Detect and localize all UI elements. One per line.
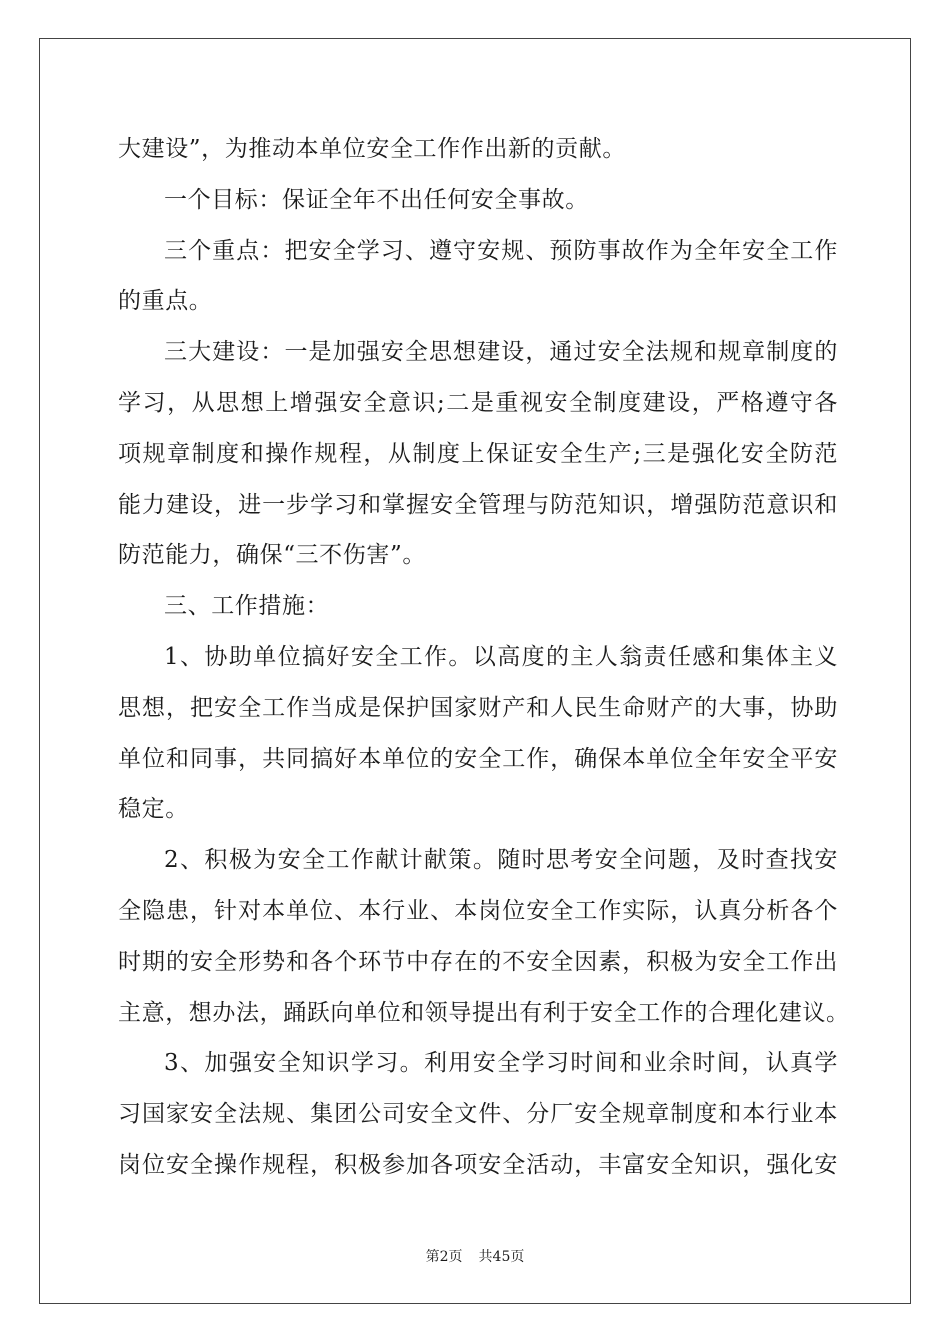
text-line: 全隐患，针对本单位、本行业、本岗位安全工作实际，认真分析各个	[118, 897, 838, 924]
text-line: 能力建设，进一步学习和掌握安全管理与防范知识，增强防范意识和	[118, 491, 838, 518]
page-total: 共45页	[478, 1249, 525, 1265]
text-line: 单位和同事，共同搞好本单位的安全工作，确保本单位全年安全平安	[118, 745, 838, 772]
text-line: 防范能力，确保“三不伤害”。	[118, 542, 426, 569]
document-body	[118, 124, 850, 1191]
text-line: 习国家安全法规、集团公司安全文件、分厂安全规章制度和本行业本	[118, 1101, 838, 1128]
text-line: 三个重点：把安全学习、遵守安规、预防事故作为全年安全工作	[164, 237, 838, 264]
page-footer	[0, 1246, 950, 1266]
page-number: 第2页	[425, 1249, 463, 1265]
text-line: 1、协助单位搞好安全工作。以高度的主人翁责任感和集体主义	[164, 643, 838, 670]
text-line: 时期的安全形势和各个环节中存在的不安全因素，积极为安全工作出	[118, 948, 838, 975]
section-heading: 三、工作措施：	[164, 593, 330, 620]
text-line: 3、加强安全知识学习。利用安全学习时间和业余时间，认真学	[164, 1050, 838, 1077]
text-line: 思想，把安全工作当成是保护国家财产和人民生命财产的大事，协助	[118, 694, 838, 721]
text-line: 稳定。	[118, 796, 189, 823]
text-line: 学习，从思想上增强安全意识;二是重视安全制度建设，严格遵守各	[118, 389, 838, 416]
text-line: 一个目标：保证全年不出任何安全事故。	[164, 186, 589, 213]
text-line: 主意，想办法，踊跃向单位和领导提出有利于安全工作的合理化建议。	[118, 999, 850, 1026]
text-line: 项规章制度和操作规程，从制度上保证安全生产;三是强化安全防范	[118, 440, 838, 467]
text-line: 大建设”，为推动本单位安全工作作出新的贡献。	[118, 136, 626, 162]
text-line: 2、积极为安全工作献计献策。随时思考安全问题，及时查找安	[164, 847, 838, 874]
text-line: 三大建设：一是加强安全思想建设，通过安全法规和规章制度的	[164, 339, 838, 366]
text-line: 岗位安全操作规程，积极参加各项安全活动，丰富安全知识，强化安	[118, 1151, 838, 1178]
text-line: 的重点。	[118, 288, 213, 315]
